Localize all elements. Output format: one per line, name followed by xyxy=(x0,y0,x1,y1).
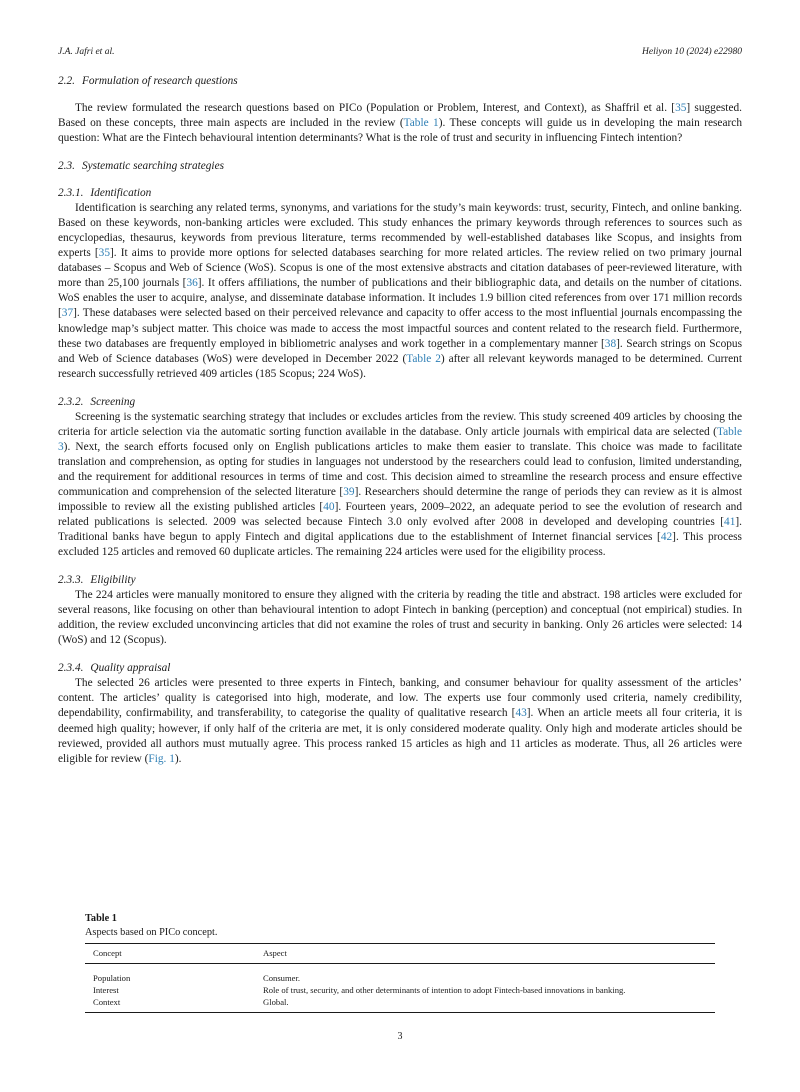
table-grid xyxy=(85,943,715,1013)
section-heading-2-2: 2.2. Formulation of research questions xyxy=(58,75,238,87)
citation-link[interactable]: 40 xyxy=(323,500,335,513)
table-cell: Interest xyxy=(93,985,119,995)
table-header-row xyxy=(85,944,715,964)
table-row xyxy=(85,984,715,996)
citation-link[interactable]: 36 xyxy=(186,277,198,290)
figure-1-link[interactable]: Fig. 1 xyxy=(148,752,175,765)
citation-link[interactable]: 43 xyxy=(515,707,527,720)
table-cell: Consumer. xyxy=(263,973,301,983)
table-cell: Population xyxy=(93,973,131,983)
running-header-journal: Heliyon 10 (2024) e22980 xyxy=(642,47,742,57)
table-row xyxy=(85,972,715,984)
section-heading-2-3-3: 2.3.3. Eligibility xyxy=(58,574,136,587)
table-3-link[interactable]: Table 3 xyxy=(58,425,742,453)
running-header xyxy=(58,47,742,57)
table-header-cell: Aspect xyxy=(263,948,287,958)
section-heading-2-3-4: 2.3.4. Quality appraisal xyxy=(58,662,171,675)
table-1-link[interactable]: Table 1 xyxy=(403,117,439,130)
table-label: Table 1 xyxy=(85,913,117,924)
running-header-authors: J.A. Jafri et al. xyxy=(58,47,115,57)
citation-link[interactable]: 38 xyxy=(604,337,617,350)
table-cell: Global. xyxy=(263,997,289,1007)
citation-link[interactable]: 35 xyxy=(675,102,687,114)
page-number: 3 xyxy=(397,1031,403,1042)
table-1 xyxy=(85,912,715,1013)
table-row xyxy=(85,996,715,1008)
paragraph-identification: Identification is searching any related terms, synonyms, and variations for the study’s main keywords: trust, security, Fintech, and online banking. Based on these keywords, non-banking articles were excluded. This study enhances the primary keywords through references to sources such as encyclopedias, thesaurus, keywords from previous literature, terms recommended by well-established databases like Scopus, and insights from experts [35]. It aims to provide more options for selected databases searching for more related articles. The review relied on two primary journal databases – Scopus and Web of Science (WoS). Scopus is one of the most extensive abstracts and citation databases of peer-reviewed literature, with more than 25,100 journals [36]. It offers affiliations, the number of publications and their bibliographic data, and details on the number of citations. WoS enables the user to acquire, analyse, and disseminate database information. It includes 1.9 billion cited references from over 171 million records [37]. These databases were selected based on their perceived relevance and capacity to offer access to the most influential journals encompassing the knowledge map’s subject matter. This choice was made to access the most impactful sources and content related to the research field. Furthermore, these two databases are frequently employed in bibliometric analyses and work together in a complementary manner [38]. Search strings on Scopus and Web of Science databases (WoS) were developed in December 2022 (Table 2) after all relevant keywords managed to be determined. Current research successfully retrieved 409 articles (185 Scopus; 224 WoS). xyxy=(58,202,743,380)
citation-link[interactable]: 41 xyxy=(724,516,736,529)
table-2-link[interactable]: Table 2 xyxy=(406,352,441,365)
paragraph-eligibility: The 224 articles were manually monitored to ensure they aligned with the criteria by reading the title and abstract. 198 articles were excluded for several reasons, like focusing on other than behavioural intention to adopt Fintech in banking (perception) and conceptual (not empirical) studies. In addition, the review excluded unconvincing articles that did not examine the roles of trust and security in banking. Only 26 articles were selected: 14 (WoS) and 12 (Scopus). xyxy=(58,589,742,647)
paragraph-research-questions: The review formulated the research questions based on PICo (Population or Problem, Interest, and Context), as Shaffril et al. [35] suggested. Based on these concepts, three main aspects are included in the review (Table 1). These concepts will guide us in developing the main research question: What are the Fintech behavioural intention determinants? What is the role of trust and security in influencing Fintech intention? xyxy=(58,102,742,145)
section-heading-2-3-2: 2.3.2. Screening xyxy=(58,395,136,408)
table-cell: Role of trust, security, and other determinants of intention to adopt Fintech-based innovations in banking. xyxy=(263,985,626,995)
table-body xyxy=(85,964,715,1012)
table-header-cell: Concept xyxy=(93,948,122,958)
section-heading-2-3: 2.3. Systematic searching strategies xyxy=(58,160,224,173)
citation-link[interactable]: 42 xyxy=(660,531,673,544)
section-heading-2-3-1: 2.3.1. Identification xyxy=(58,187,152,200)
citation-link[interactable]: 37 xyxy=(61,307,74,320)
citation-link[interactable]: 39 xyxy=(343,485,355,498)
paragraph-screening: Screening is the systematic searching strategy that includes or excludes articles from the review. This study screened 409 articles by choosing the criteria for article selection via the automatic sorting function available in the database. Only article journals with empirical data are selected (Table 3). Next, the search efforts focused only on English publications articles to make them easier to translate. This choice was made to facilitate translation and comprehension, as opting for studies in languages not understood by the researchers could lead to confusion, limited understanding, and the requirement for additional resources in terms of time and cost. This decision aimed to streamline the research process and ensure effective communication and comprehension of the selected literature [39]. Researchers should determine the range of periods they can review as it is almost impossible to review all the existing published articles [40]. Fourteen years, 2009–2022, an adequate period to see the evolution of research and related publications is selected. 2009 was selected because Fintech 3.0 only evolved after 2008 in developed and developing countries [41]. Traditional banks have begun to apply Fintech and digital applications due to the establishment of Internet financial services [42]. This process excluded 125 articles and removed 60 duplicate articles. The remaining 224 articles were used for the eligibility process. xyxy=(58,410,743,559)
paragraph-quality-appraisal: The selected 26 articles were presented to three experts in Fintech, banking, and consumer behaviour for quality assessment of the articles’ content. The articles’ quality is categorised into high, moderate, and low. The experts use four commonly used criteria, namely credibility, dependability, confirmability, and transferability, to categorise the quality of qualitative research [43]. When an article meets all four criteria, it is deemed high quality; however, if only half of the criteria are met, it is only considered moderate quality. Only high and moderate articles should be reviewed, provided all authors must mutually agree. This process ranked 15 articles as high and 11 articles as moderate. Thus, all 26 articles were eligible for review (Fig. 1). xyxy=(58,677,743,765)
article-body xyxy=(58,74,742,767)
citation-link[interactable]: 35 xyxy=(98,247,111,260)
table-cell: Context xyxy=(93,997,121,1007)
table-caption: Aspects based on PICo concept. xyxy=(85,927,218,938)
